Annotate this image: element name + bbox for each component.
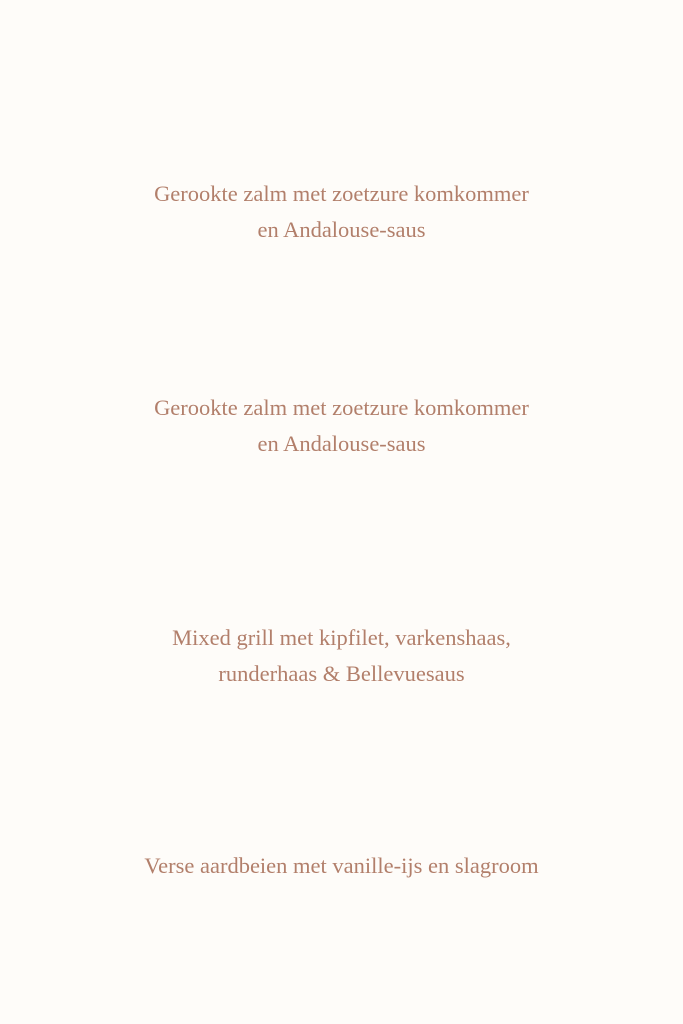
course-2-line-2: en Andalouse-saus [257,431,426,456]
course-3-line-1: Mixed grill met kipfilet, varkenshaas, [172,625,511,650]
course-4-line-1: Verse aardbeien met vanille-ijs en slagroom [144,853,539,878]
course-4-description [0,848,683,884]
course-1-line-2: en Andalouse-saus [257,217,426,242]
course-3-description [0,620,683,692]
course-1-line-1: Gerookte zalm met zoetzure komkommer [154,181,529,206]
course-2-line-1: Gerookte zalm met zoetzure komkommer [154,395,529,420]
course-3-line-2: runderhaas & Bellevuesaus [218,661,465,686]
course-2-description [0,390,683,462]
course-1-description [0,176,683,248]
